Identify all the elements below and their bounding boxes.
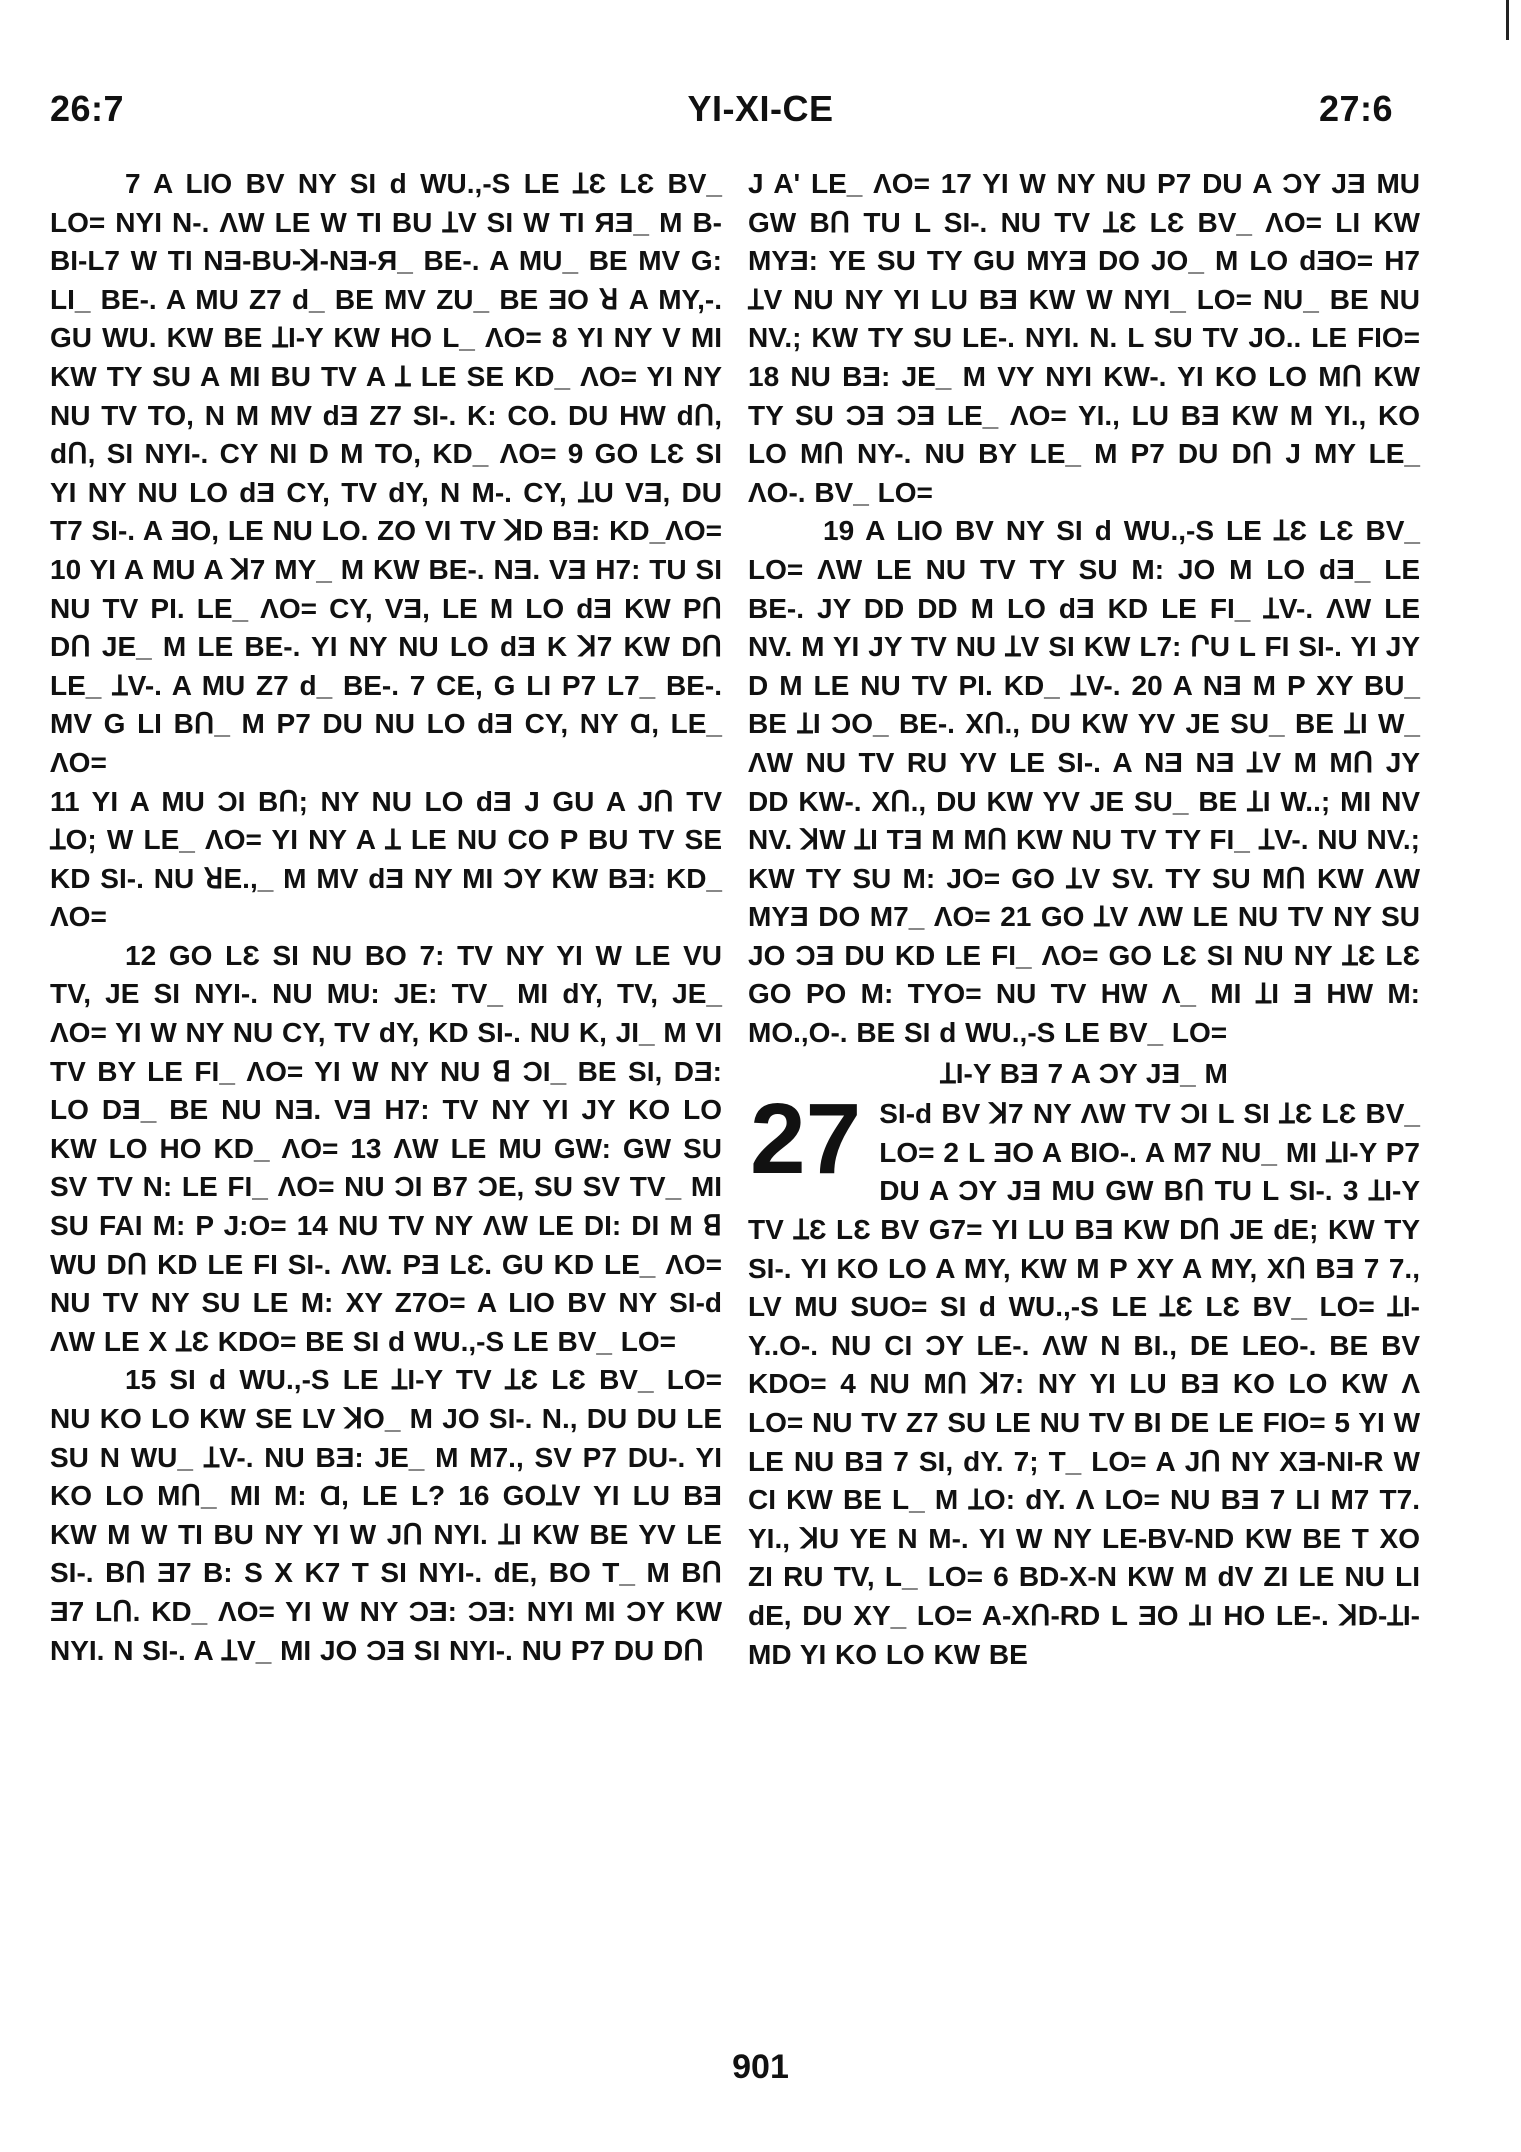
paragraph: J A' LE_ ɅO= 17 YI W NY NU P7 DU A ƆY JƎ MU GW BՈ TU L SI-. NU TV ꞱƐ LƐ BV_ ɅO= LI KW MYƎ: YE SU TY GU MYƎ DO JO_ M LO dƎO= H7 ꞱV NU NY YI LU BƎ KW W NYI_ LO= NU_ BE NU NV.; KW TY SU LE-. NYI. N. L SU TV JO.. LE FIO= 18 NU BƎ: JE_ M VY NYI KW-. YI KO LO MՈ KW TY SU ƆƎ ƆƎ LE_ ɅO= YI., LU BƎ KW M YI., KO LO MՈ NY-. NU BY LE_ M P7 DU DՈ J MY LE_ ɅO-. BV_ LO= (748, 168, 1420, 508)
section-heading: ꞱI-Y BƎ 7 A ƆY JƎ_ M (940, 1057, 1228, 1089)
paragraph: 11 YI A MU ƆI BՈ; NY NU LO dƎ J GU A JՈ TV ꞱO; W LE_ ɅO= YI NY A Ʇ LE NU CO P BU TV SE KD SI-. NU ꓤE.,_ M MV dƎ NY MI ƆY KW BƎ: KD_ ɅO= (50, 785, 722, 933)
header-book-title: YI-XI-CE (687, 88, 834, 129)
paragraph: 7 A LIO BV NY SI d WU.,-S LE ꞱƐ LƐ BV_ LO= NYI N-. ɅW LE W TI BU ꞱV SI W TI ЯƎ_ M B-BI-L7 W TI NƎ-BU-ꓘ-NƎ-Я_ BE-. A MU_ BE MV G: LI_ BE-. A MU Z7 d_ BE MV ZU_ BE ƎO ꓤ A MY,-. GU WU. KW BE ꞱI-Y KW HO L_ ɅO= 8 YI NY V MI KW TY SU A MI BU TV A Ʇ LE SE KD_ ɅO= YI NY NU TV TO, N M MV dƎ Z7 SI-. K: CO. DU HW dՈ, dՈ, SI NYI-. CY NI D M TO, KD_ ɅO= 9 GO LƐ SI YI NY NU LO dƎ CY, TV dY, N M-. CY, ꞱU VƎ, DU T7 SI-. A ƎO, LE NU LO. ZO VI TV ꓘD BƎ: KD_ɅO= 10 YI A MU A ꓘ7 MY_ M KW BE-. NƎ. VƎ H7: TU SI NU TV PI. LE_ ɅO= CY, VƎ, LE M LO dƎ KW PՈ DՈ JE_ M LE BE-. YI NY NU LO dƎ K ꓘ7 KW DՈ LE_ ꞱV-. A MU Z7 d_ BE-. 7 CE, G LI P7 L7_ BE-. MV G LI BՈ_ M P7 DU NU LO dƎ CY, NY Ɑ, LE_ ɅO= (50, 168, 722, 778)
paragraph: SI-d BV ꓘ7 NY ɅW TV ƆI L SI ꞱƐ LƐ BV_ LO= 2 L ƎO A BIO-. A M7 NU_ MI ꞱI-Y P7 DU A ƆY JƎ MU GW BՈ TU L SI-. 3 ꞱI-Y TV ꞱƐ LƐ BV G7= YI LU BƎ KW DՈ JE dE; KW TY SI-. YI KO LO A MY, KW M P XY A MY, XՈ BƎ 7 7., LV MU SUO= SI d WU.,-S LE ꞱƐ LƐ BV_ LO= ꞱI-Y..O-. NU CI ƆY LE-. ɅW N BI., DE LEO-. BE BV KDO= 4 NU MՈ ꓘ7: NY YI LU BƎ KO LO KW Ʌ LO= NU TV Z7 SU LE NU TV BI DE LE FIO= 5 YI W LE NU BƎ 7 SI, dY. 7; T_ LO= A JՈ NY XƎ-NI-R W CI KW BE L_ M ꞱO: dY. Ʌ LO= NU BƎ 7 LI M7 T7. YI., ꓘU YE N M-. YI W NY LE-BV-ND KW BE T XO ZI RU TV, L_ LO= 6 BD-X-N KW M dV ZI LE NU LI dE, DU XY_ LO= A-XՈ-RD L ƎO ꞱI HO LE-. ꓘD-ꞱI-MD YI KO LO KW BE (748, 1098, 1420, 1670)
header-left-ref: 26:7 (50, 88, 125, 129)
paragraph: 15 SI d WU.,-S LE ꞱI-Y TV ꞱƐ LƐ BV_ LO= NU KO LO KW SE LV ꓘO_ M JO SI-. N., DU DU LE SU N WU_ ꞱV-. NU BƎ: JE_ M M7., SV P7 DU-. YI KO LO MՈ_ MI M: Ɑ, LE L? 16 GOꞱV YI LU BƎ KW M W TI BU NY YI W JՈ NYI. ꞱI KW BE YV LE SI-. BՈ Ǝ7 B: S X K7 T SI NYI-. dE, BO T_ M BՈ Ǝ7 LՈ. KD_ ɅO= YI W NY ƆƎ: ƆƎ: NYI MI ƆY KW NYI. N SI-. A ꞱV_ MI JO ƆƎ SI NYI-. NU P7 DU DՈ (50, 1364, 722, 1666)
header-right-ref: 27:6 (1318, 88, 1393, 129)
chapter-27-block (748, 1083, 1420, 1674)
page-number: 901 (732, 2048, 789, 2086)
left-column (50, 165, 722, 1670)
right-column (748, 165, 1420, 1674)
scan-edge-mark (1506, 0, 1521, 40)
chapter-number: 27 (750, 1083, 862, 1196)
paragraph: 12 GO LƐ SI NU BO 7: TV NY YI W LE VU TV, JE SI NYI-. NU MU: JE: TV_ MI dY, TV, JE_ ɅO= YI W NY NU CY, TV dY, KD SI-. NU K, JI_ M VI TV BY LE FI_ ɅO= YI W NY NU ꓭ ƆI_ BE SI, DƎ: LO DƎ_ BE NU NƎ. VƎ H7: TV NY YI JY KO LO KW LO HO KD_ ɅO= 13 ɅW LE MU GW: GW SU SV TV N: LE FI_ ɅO= NU ƆI B7 ƆE, SU SV TV_ MI SU FAI M: P J:O= 14 NU TV NY ɅW LE DI: DI M ꓭ WU DՈ KD LE FI SI-. ɅW. PƎ LƐ. GU KD LE_ ɅO= NU TV NY SU LE M: XY Z7O= A LIO BV NY SI-d ɅW LE X ꞱƐ KDO= BE SI d WU.,-S LE BV_ LO= (50, 939, 722, 1357)
paragraph: 19 A LIO BV NY SI d WU.,-S LE ꞱƐ LƐ BV_ LO= ɅW LE NU TV TY SU M: JO M LO dƎ_ LE BE-. JY DD DD M LO dƎ KD LE FI_ ꞱV-. ɅW LE NV. M YI JY TV NU ꞱV SI KW L7: ՐU L FI SI-. YI JY D M LE NU TV PI. KD_ ꞱV-. 20 A NƎ M P XY BU_ BE ꞱI ƆO_ BE-. XՈ., DU KW YV JE SU_ BE ꞱI W_ ɅW NU TV RU YV LE SI-. A NƎ NƎ ꞱV M MՈ JY DD KW-. XՈ., DU KW YV JE SU_ BE ꞱI W..; MI NV NV. ꓘW ꞱI TƎ M MՈ KW NU TV TY FI_ ꞱV-. NU NV.; KW TY SU M: JO= GO ꞱV SV. TY SU MՈ KW ɅW MYƎ DO M7_ ɅO= 21 GO ꞱV ɅW LE NU TV NY SU JO ƆƎ DU KD LE FI_ ɅO= GO LƐ SI NU NY ꞱƐ LƐ GO PO M: TYO= NU TV HW Ʌ_ MI ꞱI Ǝ HW M: MO.,O-. BE SI d WU.,-S LE BV_ LO= (748, 515, 1420, 1049)
